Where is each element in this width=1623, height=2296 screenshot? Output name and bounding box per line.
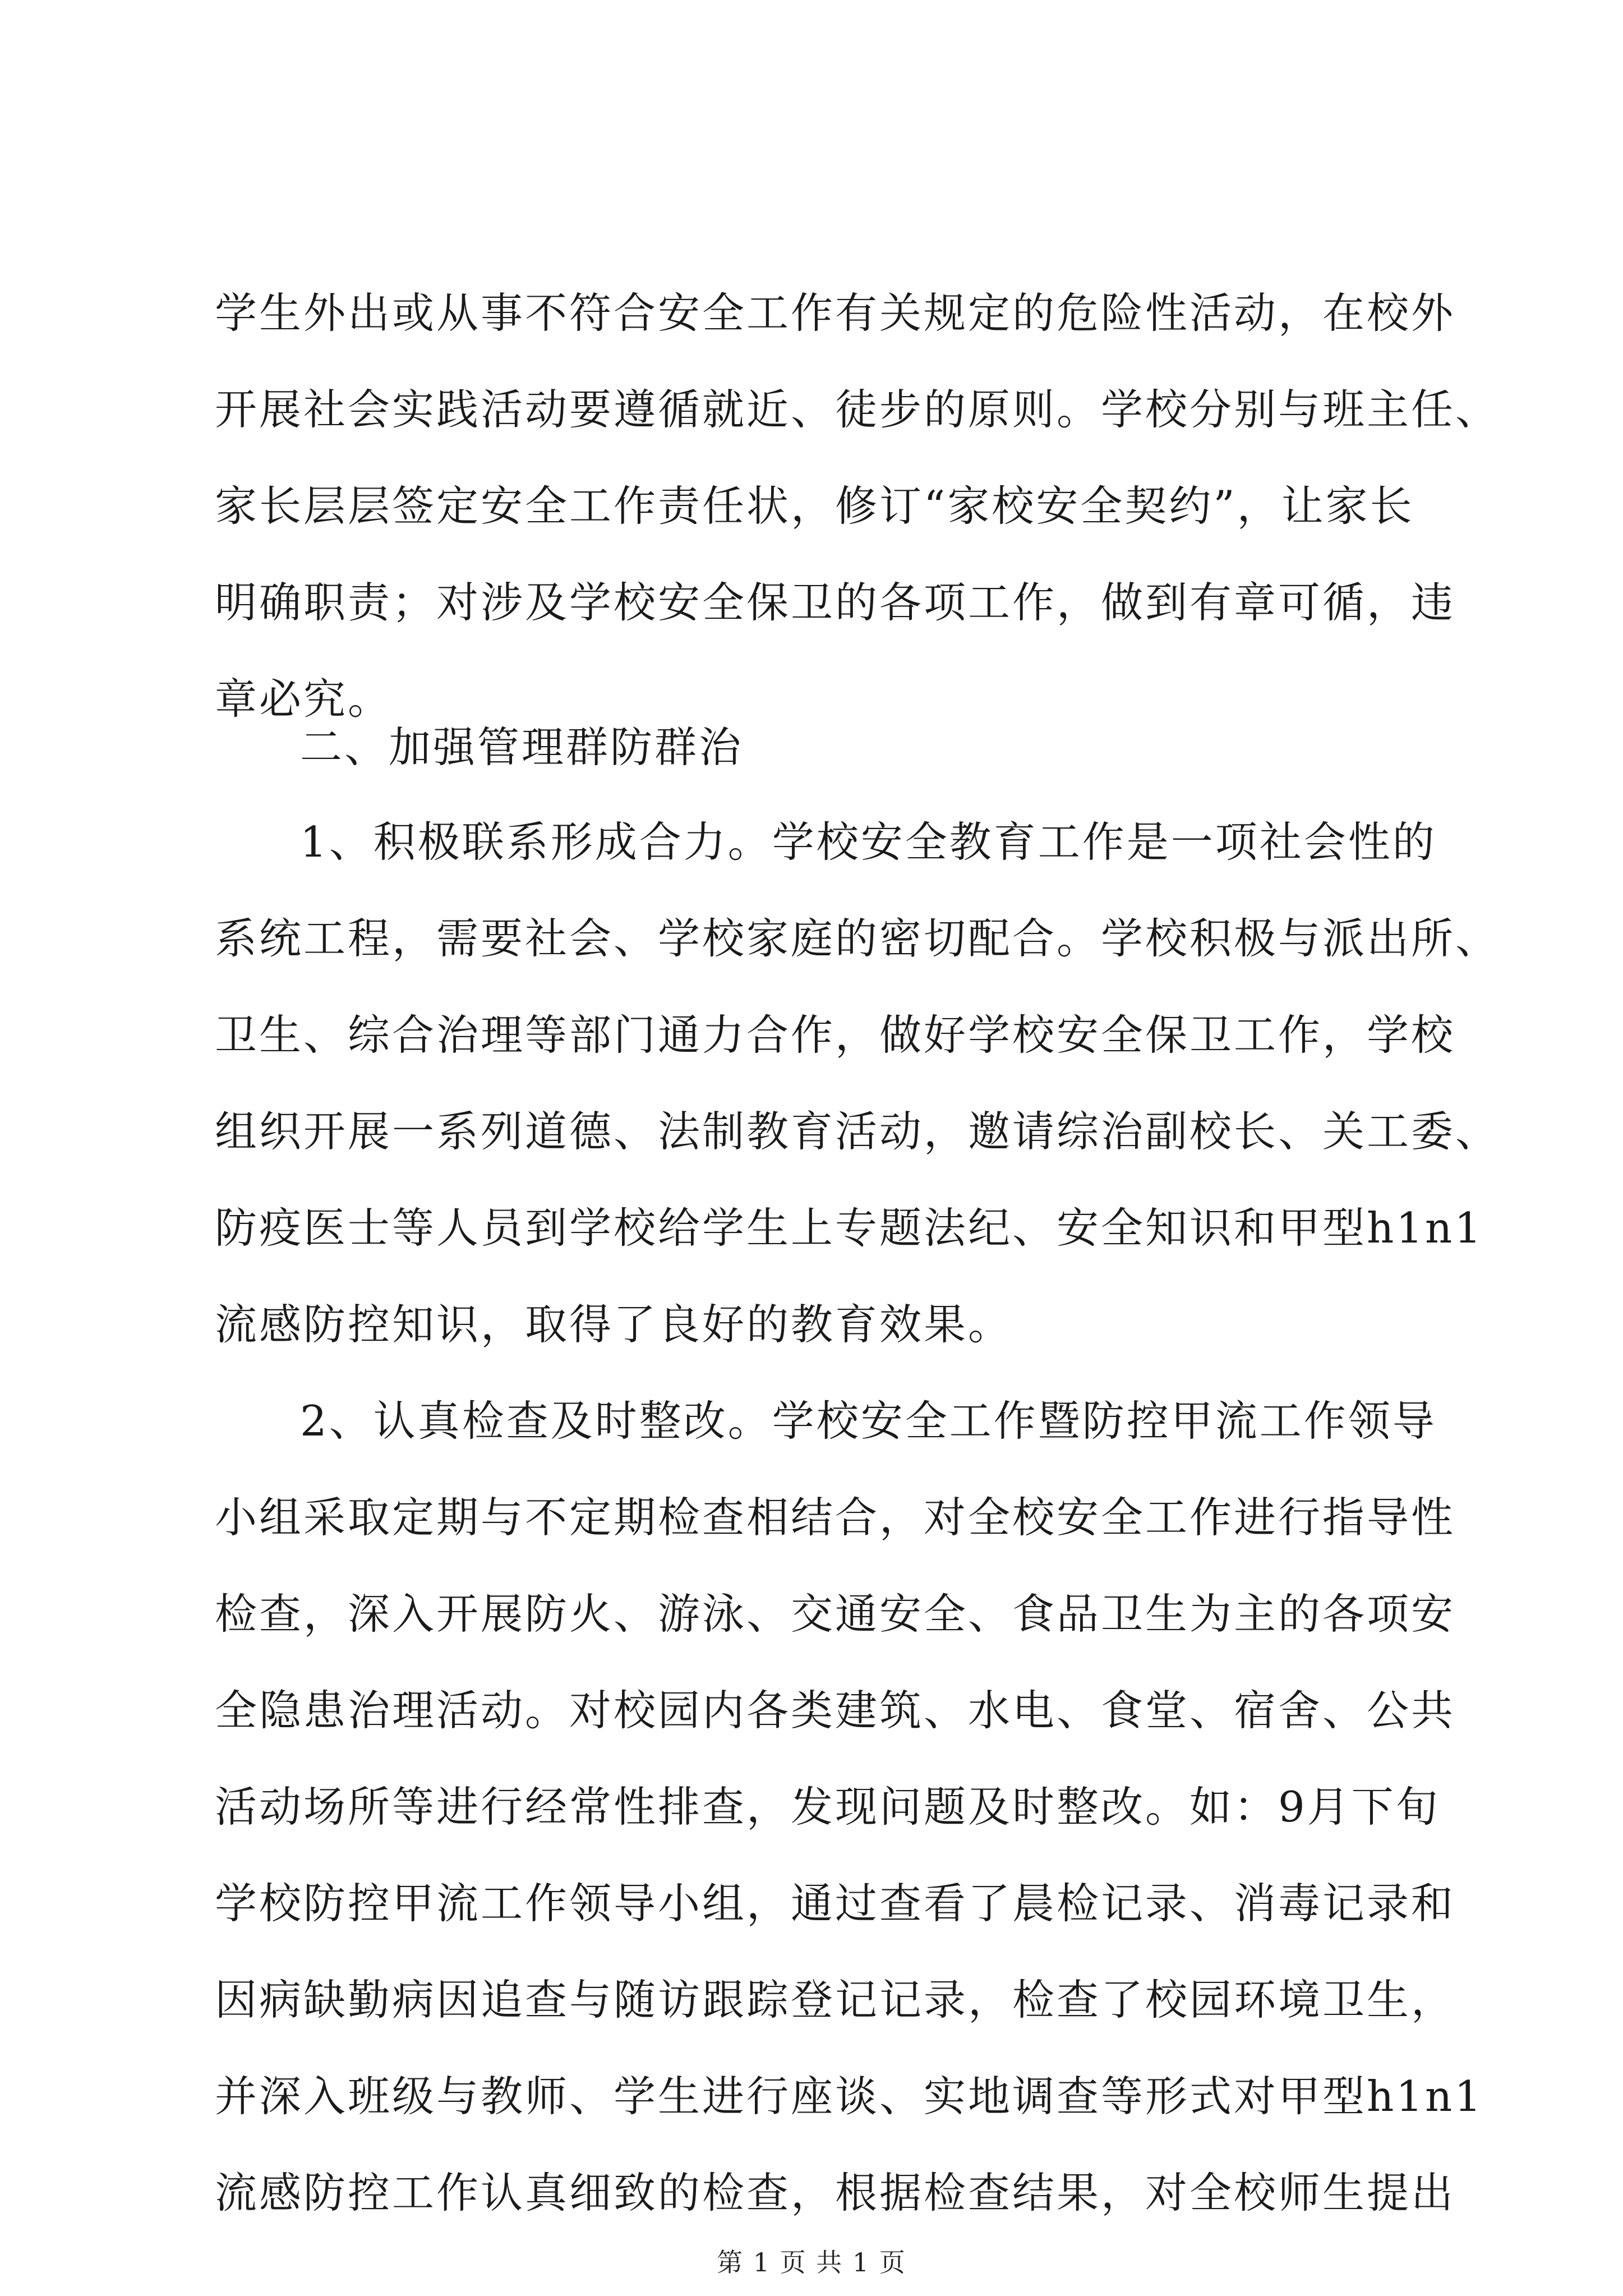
paragraph-line: 系统工程，需要社会、学校家庭的密切配合。学校积极与派出所、 (215, 914, 1500, 963)
page-number-footer: 第 1 页 共 1 页 (717, 2247, 906, 2277)
paragraph-line: 活动场所等进行经常性排查，发现问题及时整改。如：9月下旬 (215, 1782, 1440, 1832)
paragraph-line: 章必究。 (215, 674, 393, 724)
paragraph-line: 学校防控甲流工作领导小组，通过查看了晨检记录、消毒记录和 (215, 1879, 1456, 1928)
paragraph-line: 检查，深入开展防火、游泳、交通安全、食品卫生为主的各项安 (215, 1589, 1456, 1639)
paragraph-line: 小组采取定期与不定期检查相结合，对全校安全工作进行指导性 (215, 1493, 1456, 1542)
paragraph-line: 开展社会实践活动要遵循就近、徒步的原则。学校分别与班主任、 (215, 385, 1500, 434)
paragraph-line: 明确职责；对涉及学校安全保卫的各项工作，做到有章可循，违 (215, 578, 1456, 627)
paragraph-line: 组织开展一系列道德、法制教育活动，邀请综治副校长、关工委、 (215, 1107, 1500, 1156)
paragraph-line: 卫生、综合治理等部门通力合作，做好学校安全保卫工作，学校 (215, 1010, 1456, 1060)
paragraph-line: 防疫医士等人员到学校给学生上专题法纪、安全知识和甲型h1n1 (215, 1203, 1484, 1253)
paragraph-line: 并深入班级与教师、学生进行座谈、实地调查等形式对甲型h1n1 (215, 2072, 1484, 2121)
paragraph-line: 流感防控工作认真细致的检查，根据检查结果，对全校师生提出 (215, 2168, 1456, 2217)
paragraph-line: 1、积极联系形成合力。学校安全教育工作是一项社会性的 (300, 817, 1437, 867)
paragraph-line: 家长层层签定安全工作责任状，修订“家校安全契约”，让家长 (215, 481, 1414, 531)
paragraph-line: 因病缺勤病因追查与随访跟踪登记记录，检查了校园环境卫生， (215, 1975, 1456, 2024)
paragraph-line: 学生外出或从事不符合安全工作有关规定的危险性活动，在校外 (215, 288, 1456, 338)
paragraph-line: 2、认真检查及时整改。学校安全工作暨防控甲流工作领导 (300, 1396, 1437, 1446)
paragraph-line: 流感防控知识，取得了良好的教育效果。 (215, 1300, 1013, 1349)
section-heading: 二、加强管理群防群治 (300, 723, 744, 772)
paragraph-line: 全隐患治理活动。对校园内各类建筑、水电、食堂、宿舍、公共 (215, 1686, 1456, 1735)
